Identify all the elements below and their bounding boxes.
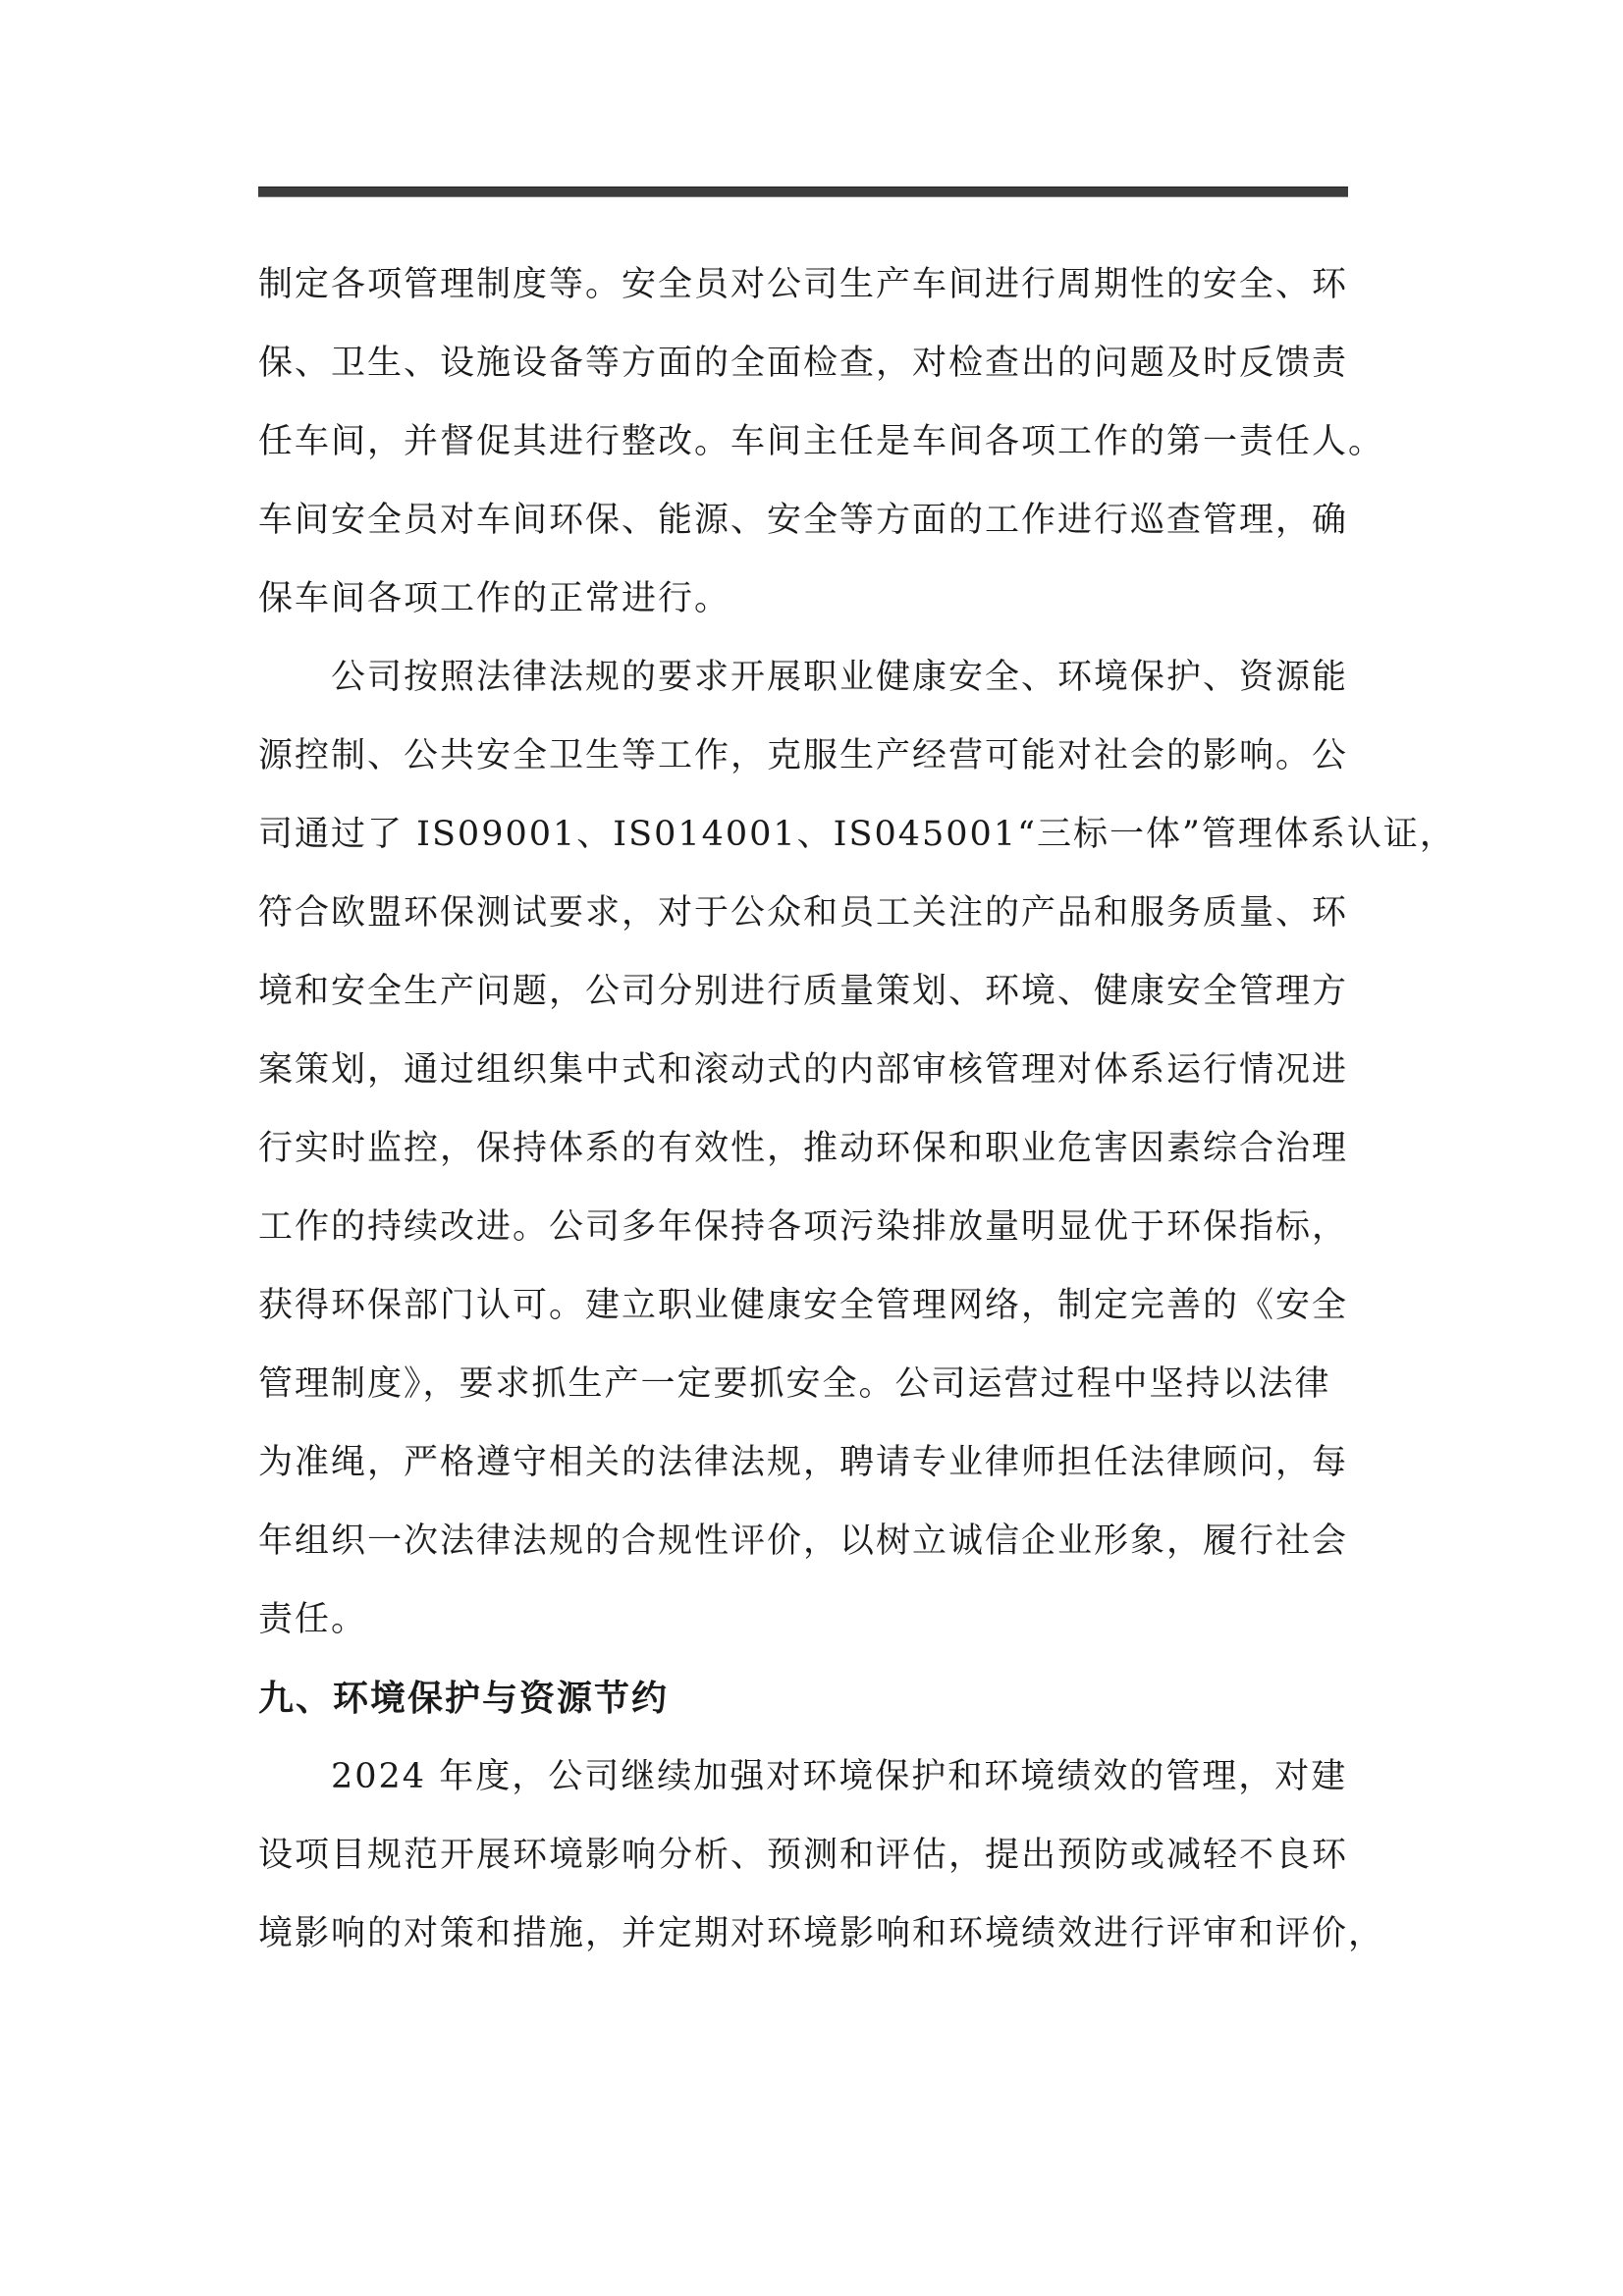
text-line: 年组织一次法律法规的合规性评价，以树立诚信企业形象，履行社会	[258, 1522, 1349, 1561]
text-line: 符合欧盟环保测试要求，对于公众和员工关注的产品和服务质量、环	[258, 893, 1349, 933]
text-line: 保、卫生、设施设备等方面的全面检查，对检查出的问题及时反馈责	[258, 344, 1349, 383]
text-line: 工作的持续改进。公司多年保持各项污染排放量明显优于环保指标，	[258, 1207, 1349, 1247]
text-line: 获得环保部门认可。建立职业健康安全管理网络，制定完善的《安全	[258, 1286, 1349, 1325]
text-line: 公司按照法律法规的要求开展职业健康安全、环境保护、资源能	[258, 658, 1349, 697]
paragraph-responsibilities	[258, 245, 1387, 638]
text-line: 设项目规范开展环境影响分析、预测和评估，提出预防或减轻不良环	[258, 1836, 1349, 1875]
text-line: 案策划，通过组织集中式和滚动式的内部审核管理对体系运行情况进	[258, 1050, 1349, 1090]
text-line: 源控制、公共安全卫生等工作，克服生产经营可能对社会的影响。公	[258, 736, 1349, 775]
text-line: 任车间，并督促其进行整改。车间主任是车间各项工作的第一责任人。	[258, 422, 1385, 461]
paragraph-compliance	[258, 638, 1456, 1659]
text-line: 为准绳，严格遵守相关的法律法规，聘请专业律师担任法律顾问，每	[258, 1443, 1349, 1482]
text-line: 保车间各项工作的正常进行。	[258, 579, 731, 618]
text-line: 管理制度》，要求抓生产一定要抓安全。公司运营过程中坚持以法律	[258, 1364, 1331, 1404]
paragraph-environment	[258, 1737, 1387, 1973]
text-line: 境影响的对策和措施，并定期对环境影响和环境绩效进行评审和评价，	[258, 1914, 1385, 1953]
section-heading: 九、环境保护与资源节约	[258, 1678, 670, 1719]
text-line: 责任。	[258, 1600, 368, 1639]
text-line: 车间安全员对车间环保、能源、安全等方面的工作进行巡查管理，确	[258, 501, 1349, 540]
text-line: 境和安全生产问题，公司分别进行质量策划、环境、健康安全管理方	[258, 972, 1349, 1011]
text-line: 2024 年度，公司继续加强对环境保护和环境绩效的管理，对建	[258, 1757, 1348, 1796]
header-rule	[258, 187, 1348, 197]
text-line: 司通过了 IS09001、IS014001、IS045001“三标一体”管理体系认证，	[258, 815, 1456, 854]
text-line: 行实时监控，保持体系的有效性，推动环保和职业危害因素综合治理	[258, 1129, 1349, 1168]
text-line: 制定各项管理制度等。安全员对公司生产车间进行周期性的安全、环	[258, 265, 1349, 304]
page-body	[258, 245, 1456, 1973]
